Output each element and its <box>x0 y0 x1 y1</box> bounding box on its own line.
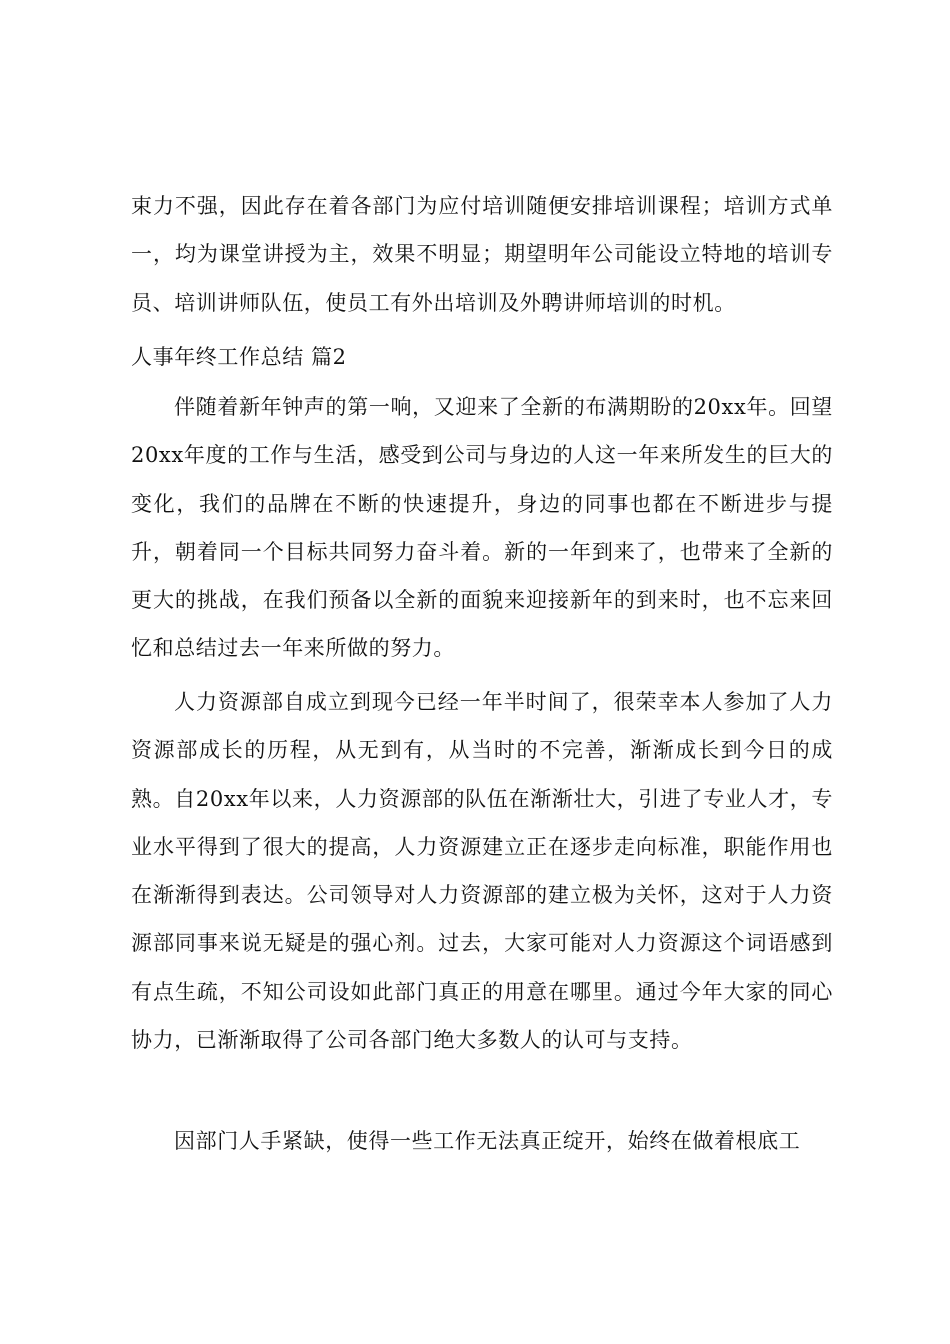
paragraph-3: 因部门人手紧缺，使得一些工作无法真正绽开，始终在做着根底工 <box>174 1129 801 1153</box>
paragraph-2: 人力资源部自成立到现今已经一年半时间了，很荣幸本人参加了人力资源部成长的历程，从无到有，从当时的不完善，渐渐成长到今日的成熟。自20xx年以来，人力资源部的队伍在渐渐壮大，引进了专业人才，专业水平得到了很大的提高，人力资源建立正在逐步走向标准，职能作用也在渐渐得到表达。公司领导对人力资源部的建立极为关怀，这对于人力资源部同事来说无疑是的强心剂。过去，大家可能对人力资源这个词语感到有点生疏，不知公司设如此部门真正的用意在哪里。通过今年大家的同心协力，已渐渐取得了公司各部门绝大多数人的认可与支持。 <box>131 690 833 1053</box>
continuation-paragraph: 束力不强，因此存在着各部门为应付培训随便安排培训课程；培训方式单一，均为课堂讲授为主，效果不明显；期望明年公司能设立特地的培训专员、培训讲师队伍，使员工有外出培训及外聘讲师培训的时机。 <box>131 194 833 315</box>
section-heading: 人事年终工作总结 篇2 <box>131 345 347 369</box>
paragraph-1: 伴随着新年钟声的第一响，又迎来了全新的布满期盼的20xx年。回望20xx年度的工作与生活，感受到公司与身边的人这一年来所发生的巨大的变化，我们的品牌在不断的快速提升，身边的同事也都在不断进步与提升，朝着同一个目标共同努力奋斗着。新的一年到来了，也带来了全新的更大的挑战，在我们预备以全新的面貌来迎接新年的到来时，也不忘来回忆和总结过去一年来所做的努力。 <box>131 395 833 661</box>
